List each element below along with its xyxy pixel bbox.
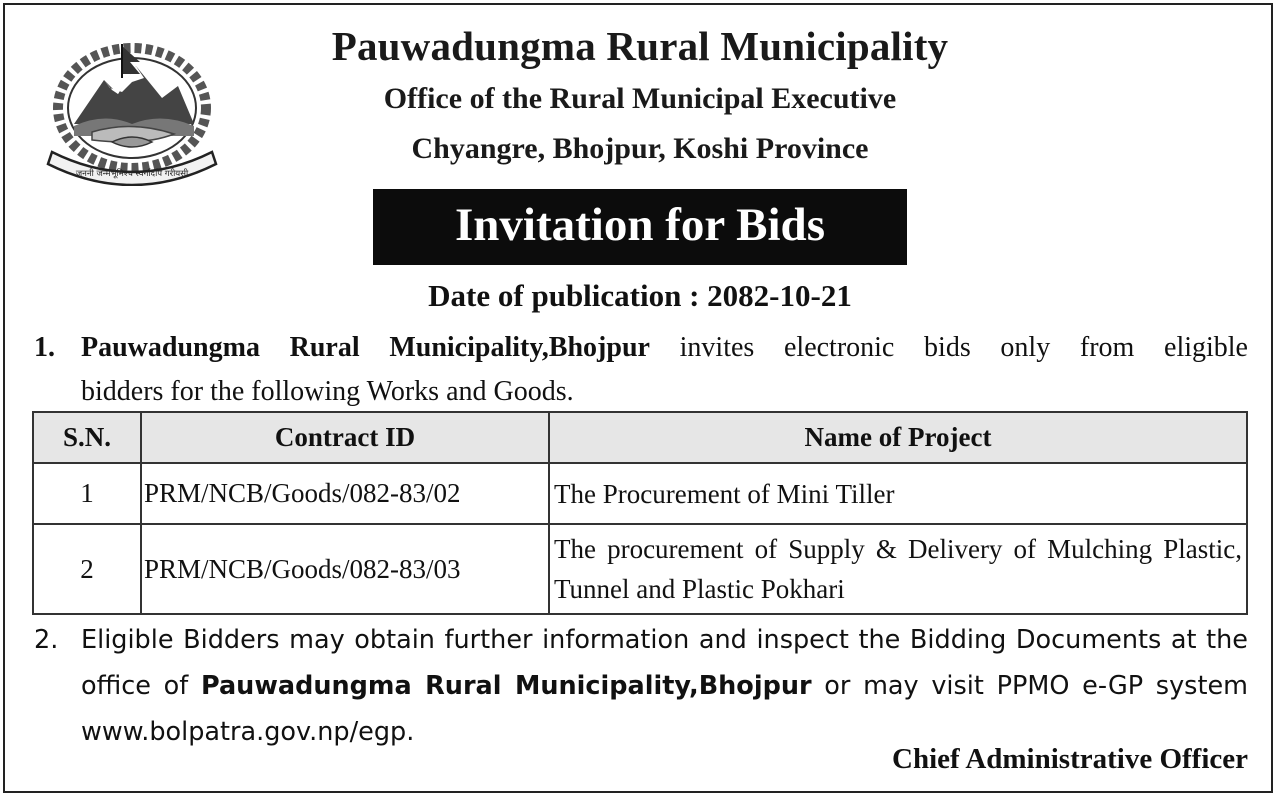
notice-title: Invitation for Bids: [373, 189, 907, 265]
paragraph-2-entity: Pauwadungma Rural Municipality,Bhojpur: [200, 671, 812, 701]
row-sn: 2: [33, 524, 141, 614]
paragraph-number: 2.: [34, 625, 59, 655]
table-header-row: [33, 412, 1247, 463]
row-sn: 1: [33, 463, 141, 524]
signatory-title: Chief Administrative Officer: [892, 743, 1248, 775]
paragraph-2: [34, 617, 1248, 755]
paragraph-1-text-line2: bidders for the following Works and Goods.: [81, 376, 574, 407]
header-contract-id: Contract ID: [141, 412, 549, 463]
paragraph-1-text-line1: invites electronic bids only from eligible: [649, 332, 1248, 363]
paragraph-2-text-b: or may visit PPMO e-GP system www.bolpatra.gov.np/egp.: [81, 671, 1248, 747]
office-address: Chyangre, Bhojpur, Koshi Province: [411, 132, 869, 165]
row-project-name: The Procurement of Mini Tiller: [549, 463, 1247, 524]
office-name: Office of the Rural Municipal Executive: [383, 82, 897, 115]
organization-name: Pauwadungma Rural Municipality: [331, 23, 949, 69]
paragraph-1: [34, 326, 1248, 414]
row-contract-id: PRM/NCB/Goods/082-83/03: [141, 524, 549, 614]
bids-table: [32, 411, 1248, 615]
header-sn: S.N.: [33, 412, 141, 463]
paragraph-2-text-a: Eligible Bidders may obtain further information and inspect the Bidding Documents at the office of: [81, 625, 1248, 701]
table-row: [33, 524, 1247, 614]
paragraph-number: 1.: [34, 332, 55, 363]
row-project-name: The procurement of Supply & Delivery of Mulching Plastic, Tunnel and Plastic Pokhari: [549, 524, 1247, 614]
table-row: [33, 463, 1247, 524]
publication-date: Date of publication : 2082-10-21: [428, 278, 852, 313]
paragraph-1-entity: Pauwadungma Rural Municipality,Bhojpur: [81, 332, 650, 363]
header-project-name: Name of Project: [549, 412, 1247, 463]
row-contract-id: PRM/NCB/Goods/082-83/02: [141, 463, 549, 524]
emblem-motto: जननी जन्मभूमिश्च स्वर्गादपि गरीयसी: [75, 169, 189, 179]
